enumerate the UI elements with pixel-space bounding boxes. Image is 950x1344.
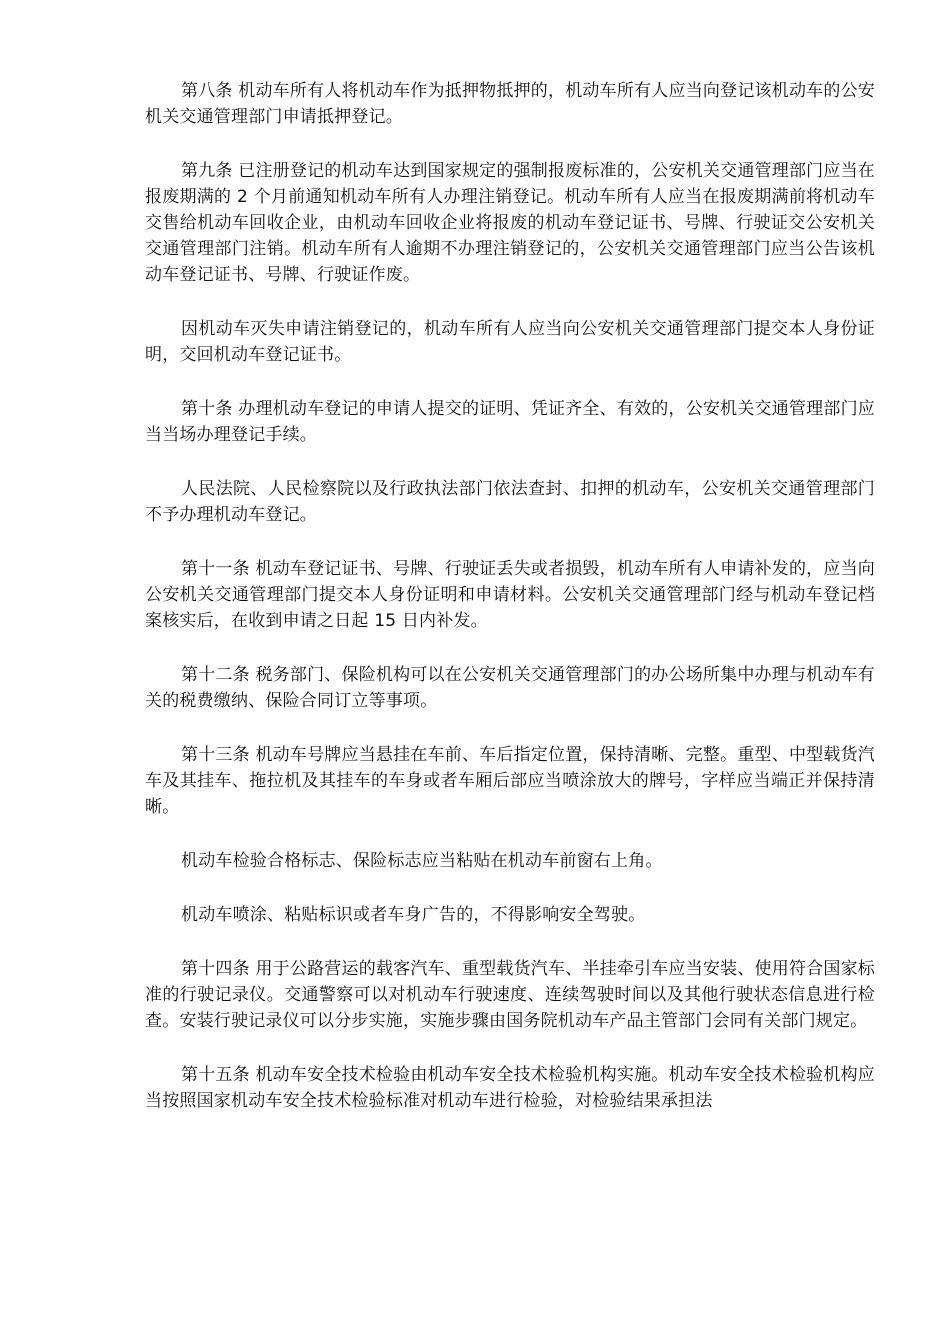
paragraph-deregistration-loss: 因机动车灭失申请注销登记的，机动车所有人应当向公安机关交通管理部门提交本人身份证明，交回机动车登记证书。 (145, 319, 875, 365)
paragraph-article-13: 第十三条 机动车号牌应当悬挂在车前、车后指定位置，保持清晰、完整。重型、中型载货汽车及其挂车、拖拉机及其挂车的车身或者车厢后部应当喷涂放大的牌号，字样应当端正并保持清晰。 (145, 745, 875, 817)
paragraph-article-11: 第十一条 机动车登记证书、号牌、行驶证丢失或者损毁，机动车所有人申请补发的，应当向公安机关交通管理部门提交本人身份证明和申请材料。公安机关交通管理部门经与机动车登记档案核实后，在收到申请之日起 15 日内补发。 (145, 559, 875, 631)
paragraph-vehicle-advertising: 机动车喷涂、粘贴标识或者车身广告的，不得影响安全驾驶。 (181, 905, 646, 925)
paragraph-article-10: 第十条 办理机动车登记的申请人提交的证明、凭证齐全、有效的，公安机关交通管理部门应当当场办理登记手续。 (145, 399, 875, 445)
paragraph-article-9: 第九条 已注册登记的机动车达到国家规定的强制报废标准的，公安机关交通管理部门应当在报废期满的 2 个月前通知机动车所有人办理注销登记。机动车所有人应当在报废期满前将机动车交售给机动车回收企业，由机动车回收企业将报废的机动车登记证书、号牌、行驶证交公安机关交通管理部门注销。机动车所有人逾期不办理注销登记的，公安机关交通管理部门应当公告该机动车登记证书、号牌、行驶证作废。 (145, 161, 875, 285)
paragraph-seized-vehicles: 人民法院、人民检察院以及行政执法部门依法查封、扣押的机动车，公安机关交通管理部门不予办理机动车登记。 (145, 479, 875, 525)
paragraph-article-15: 第十五条 机动车安全技术检验由机动车安全技术检验机构实施。机动车安全技术检验机构应当按照国家机动车安全技术检验标准对机动车进行检验，对检验结果承担法 (145, 1065, 875, 1111)
paragraph-article-12: 第十二条 税务部门、保险机构可以在公安机关交通管理部门的办公场所集中办理与机动车有关的税费缴纳、保险合同订立等事项。 (145, 665, 875, 711)
paragraph-inspection-sticker: 机动车检验合格标志、保险标志应当粘贴在机动车前窗右上角。 (181, 851, 663, 871)
paragraph-article-8: 第八条 机动车所有人将机动车作为抵押物抵押的，机动车所有人应当向登记该机动车的公安机关交通管理部门申请抵押登记。 (145, 81, 875, 127)
paragraph-article-14: 第十四条 用于公路营运的载客汽车、重型载货汽车、半挂牵引车应当安装、使用符合国家标准的行驶记录仪。交通警察可以对机动车行驶速度、连续驾驶时间以及其他行驶状态信息进行检查。安装行驶记录仪可以分步实施，实施步骤由国务院机动车产品主管部门会同有关部门规定。 (145, 959, 875, 1031)
document-body (145, 78, 875, 1142)
